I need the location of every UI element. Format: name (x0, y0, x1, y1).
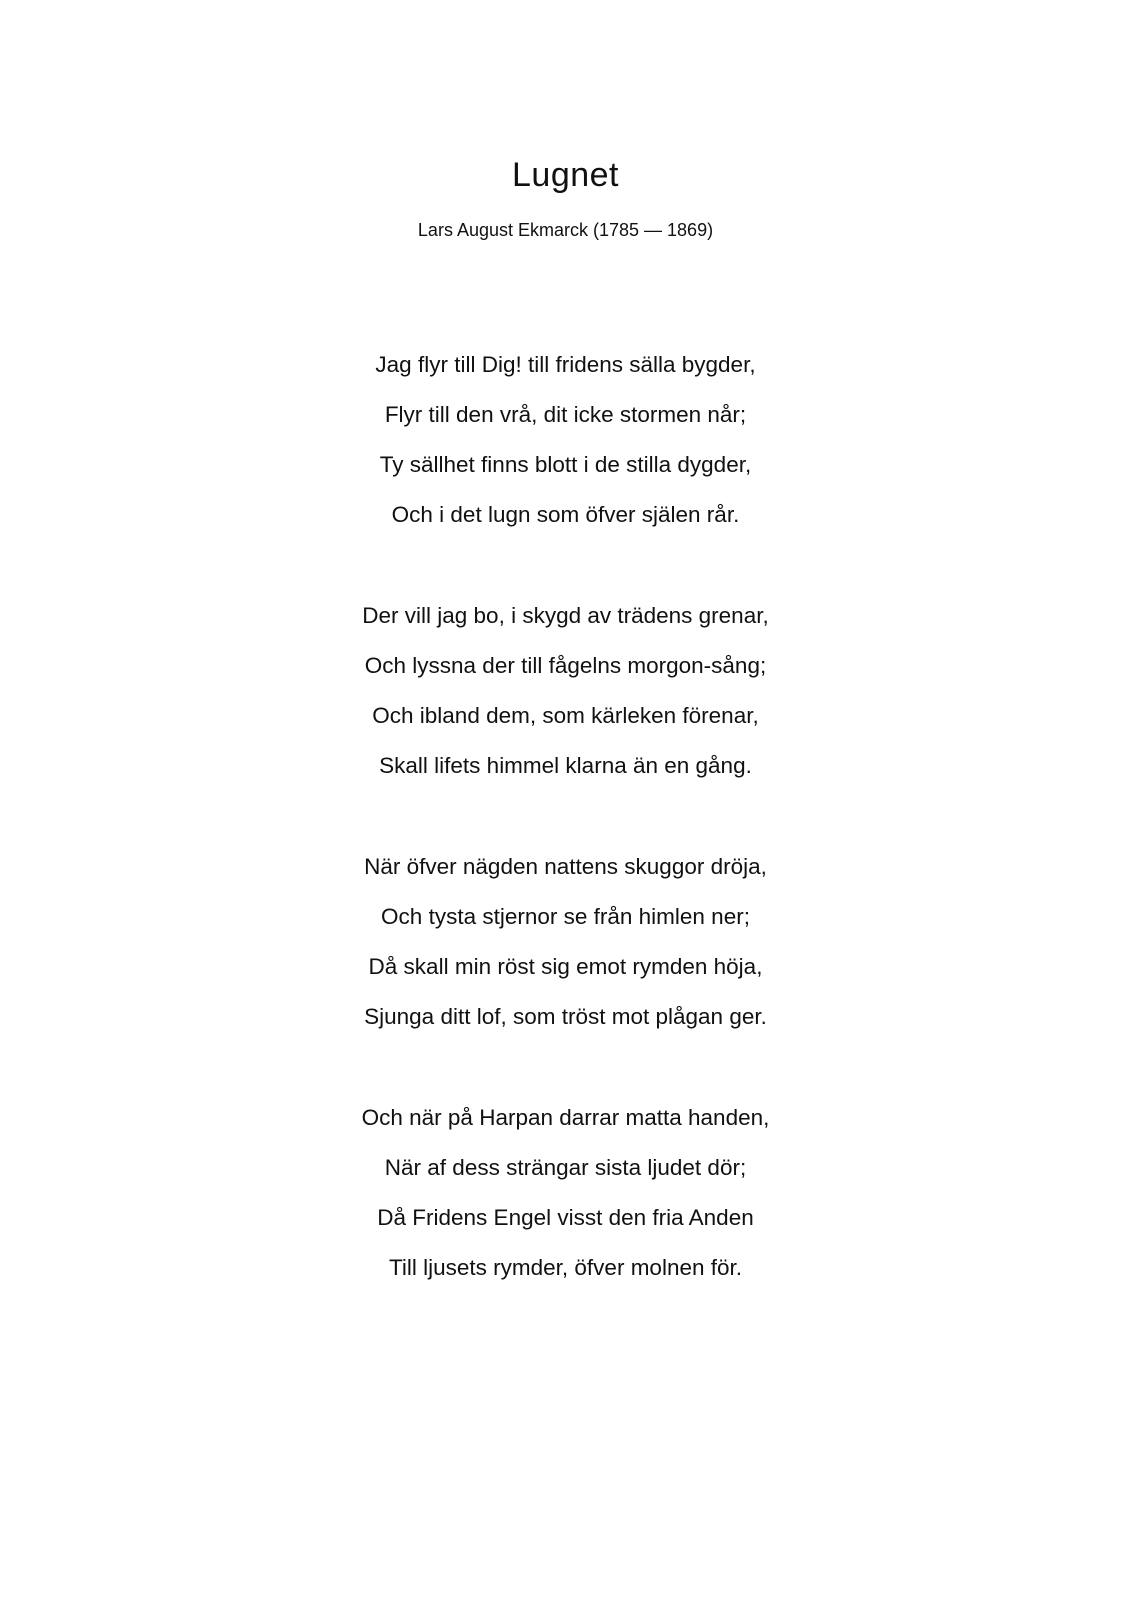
poem-line: När öfver nägden nattens skuggor dröja, (364, 854, 767, 879)
poem-line: Skall lifets himmel klarna än en gång. (379, 753, 752, 778)
poem-line: Och i det lugn som öfver själen rår. (391, 502, 740, 527)
poem-title: Lugnet (512, 156, 619, 194)
poem-line: Der vill jag bo, i skygd av trädens grenar, (362, 603, 769, 628)
poem-author: Lars August Ekmarck (1785 — 1869) (417, 220, 714, 240)
poem-body (0, 340, 1131, 1344)
stanza-2 (0, 591, 1131, 791)
poem-line: Och när på Harpan darrar matta handen, (361, 1105, 770, 1130)
stanza-3 (0, 842, 1131, 1042)
poem-line: Och tysta stjernor se från himlen ner; (381, 904, 750, 929)
stanza-1 (0, 340, 1131, 540)
poem-line: Ty sällhet finns blott i de stilla dygder, (379, 452, 752, 477)
poem-line: Sjunga ditt lof, som tröst mot plågan ger. (364, 1004, 767, 1029)
poem-line: Flyr till den vrå, dit icke stormen når; (384, 402, 747, 427)
poem-line: När af dess strängar sista ljudet dör; (384, 1155, 747, 1180)
poem-line: Jag flyr till Dig! till fridens sälla bygder, (375, 352, 756, 377)
poem-line: Då skall min röst sig emot rymden höja, (368, 954, 763, 979)
stanza-4 (0, 1093, 1131, 1293)
poem-line: Då Fridens Engel visst den fria Anden (377, 1205, 754, 1230)
poem-line: Och ibland dem, som kärleken förenar, (372, 703, 759, 728)
poem-line: Och lyssna der till fågelns morgon-sång; (364, 653, 767, 678)
poem-line: Till ljusets rymder, öfver molnen för. (388, 1255, 743, 1280)
